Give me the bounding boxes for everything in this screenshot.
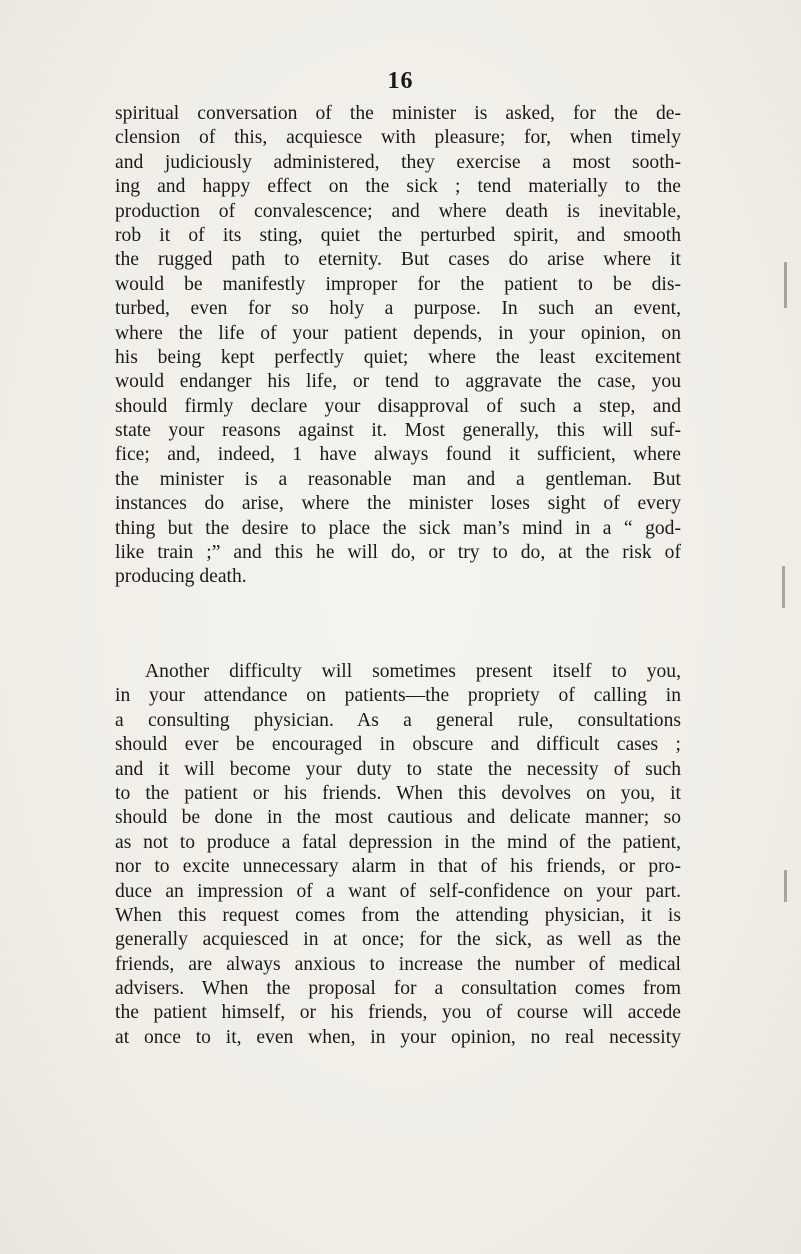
text-line: and judiciously administered, they exercise a most sooth- xyxy=(115,151,681,173)
text-line: would be manifestly improper for the patient to be dis- xyxy=(115,273,681,295)
text-line: the minister is a reasonable man and a gentleman. But xyxy=(115,468,681,490)
text-line: producing death. xyxy=(115,566,247,588)
text-line: instances do arise, where the minister loses sight of every xyxy=(115,493,681,515)
text-line: as not to produce a fatal depression in the mind of the patient, xyxy=(115,831,681,853)
scan-edge-mark xyxy=(784,262,787,308)
text-line: should ever be encouraged in obscure and difficult cases ; xyxy=(115,734,681,756)
text-line: spiritual conversation of the minister is asked, for the de- xyxy=(115,103,681,124)
text-line: state your reasons against it. Most generally, this will suf- xyxy=(115,420,681,442)
scan-edge-mark xyxy=(782,566,785,608)
text-line: in your attendance on patients—the propriety of calling in xyxy=(115,685,681,707)
paragraph-2 xyxy=(115,660,681,1050)
text-line: clension of this, acquiesce with pleasure; for, when timely xyxy=(115,127,681,149)
text-line: duce an impression of a want of self-confidence on your part. xyxy=(115,880,681,902)
text-line: where the life of your patient depends, in your opinion, on xyxy=(115,322,681,344)
text-line: advisers. When the proposal for a consultation comes from xyxy=(115,978,681,1000)
text-line: at once to it, even when, in your opinion, no real necessity xyxy=(115,1026,681,1048)
text-line: ing and happy effect on the sick ; tend materially to the xyxy=(115,176,681,198)
text-line: the patient himself, or his friends, you of course will accede xyxy=(115,1002,681,1024)
text-line: nor to excite unnecessary alarm in that of his friends, or pro- xyxy=(115,856,681,878)
text-line: Another difficulty will sometimes present itself to you, xyxy=(145,661,681,682)
text-line: thing but the desire to place the sick man’s mind in a “ god- xyxy=(115,517,681,539)
text-line: and it will become your duty to state the necessity of such xyxy=(115,758,681,780)
text-line: should be done in the most cautious and delicate manner; so xyxy=(115,807,681,829)
page-number: 16 xyxy=(387,68,414,94)
text-line: When this request comes from the attending physician, it is xyxy=(115,904,681,926)
text-line: production of convalescence; and where death is inevitable, xyxy=(115,200,681,222)
text-line: rob it of its sting, quiet the perturbed spirit, and smooth xyxy=(115,224,681,246)
text-line: should firmly declare your disapproval of such a step, and xyxy=(115,395,681,417)
text-line: his being kept perfectly quiet; where the least excitement xyxy=(115,346,681,368)
paragraph-1 xyxy=(115,102,681,590)
text-line: like train ;” and this he will do, or try to do, at the risk of xyxy=(115,542,681,564)
text-line: a consulting physician. As a general rule, consultations xyxy=(115,709,681,731)
text-line: to the patient or his friends. When this devolves on you, it xyxy=(115,782,681,804)
text-line: generally acquiesced in at once; for the sick, as well as the xyxy=(115,929,681,951)
text-line: fice; and, indeed, 1 have always found it sufficient, where xyxy=(115,444,681,466)
text-line: would endanger his life, or tend to aggravate the case, you xyxy=(115,371,681,393)
scan-edge-mark xyxy=(784,870,787,902)
text-line: the rugged path to eternity. But cases do arise where it xyxy=(115,249,681,271)
text-line: friends, are always anxious to increase the number of medical xyxy=(115,953,681,975)
text-line: turbed, even for so holy a purpose. In such an event, xyxy=(115,298,681,320)
